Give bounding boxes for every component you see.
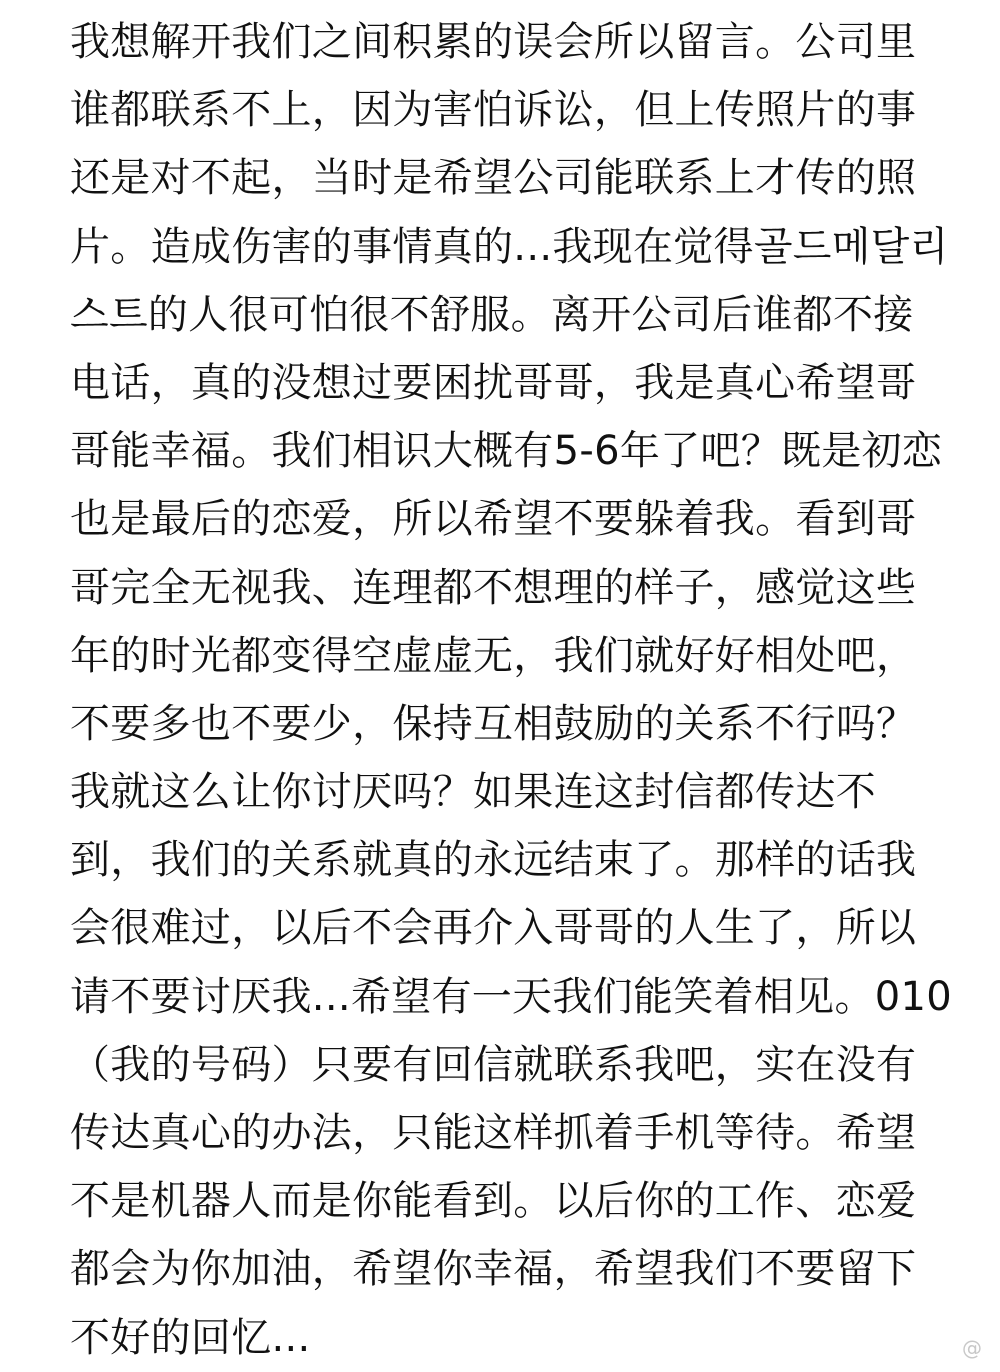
text-line: 我想解开我们之间积累的误会所以留言。公司里 (70, 19, 917, 65)
text-line: 哥完全无视我、连理都不想理的样子，感觉这些 (70, 564, 917, 611)
text-line: 谁都联系不上，因为害怕诉讼，但上传照片的事 (70, 87, 917, 134)
text-line: 不是机器人而是你能看到。以后你的工作、恋爱 (70, 1178, 917, 1225)
text-line: 不好的回忆... (70, 1314, 311, 1361)
message-text-block (70, 8, 970, 1372)
text-line: 不要多也不要少，保持互相鼓励的关系不行吗？ (70, 700, 917, 747)
text-line: 스트的人很可怕很不舒服。离开公司后谁都不接 (70, 291, 914, 338)
text-line: 电话，真的没想过要困扰哥哥，我是真心希望哥 (70, 359, 917, 406)
text-line: 还是对不起，当时是希望公司能联系上才传的照 (70, 155, 917, 202)
text-line: 请不要讨厌我...希望有一天我们能笑着相见。010 (70, 973, 952, 1020)
text-line: 到，我们的关系就真的永远结束了。那样的话我 (70, 837, 917, 884)
text-line: 哥能幸福。我们相识大概有5-6年了吧？既是初恋 (70, 428, 943, 475)
watermark: @ (962, 1336, 982, 1360)
text-line: 会很难过，以后不会再介入哥哥的人生了，所以 (70, 905, 917, 952)
text-line: 传达真心的办法，只能这样抓着手机等待。希望 (70, 1110, 917, 1156)
text-line: 也是最后的恋爱，所以希望不要躲着我。看到哥 (70, 496, 917, 543)
text-line: （我的号码）只要有回信就联系我吧，实在没有 (70, 1041, 917, 1088)
text-line: 我就这么让你讨厌吗？如果连这封信都传达不 (70, 769, 876, 816)
text-line: 都会为你加油，希望你幸福，希望我们不要留下 (70, 1246, 917, 1293)
text-line: 年的时光都变得空虚虚无，我们就好好相处吧， (70, 632, 917, 679)
text-line: 片。造成伤害的事情真的...我现在觉得골드메달리 (70, 223, 949, 270)
